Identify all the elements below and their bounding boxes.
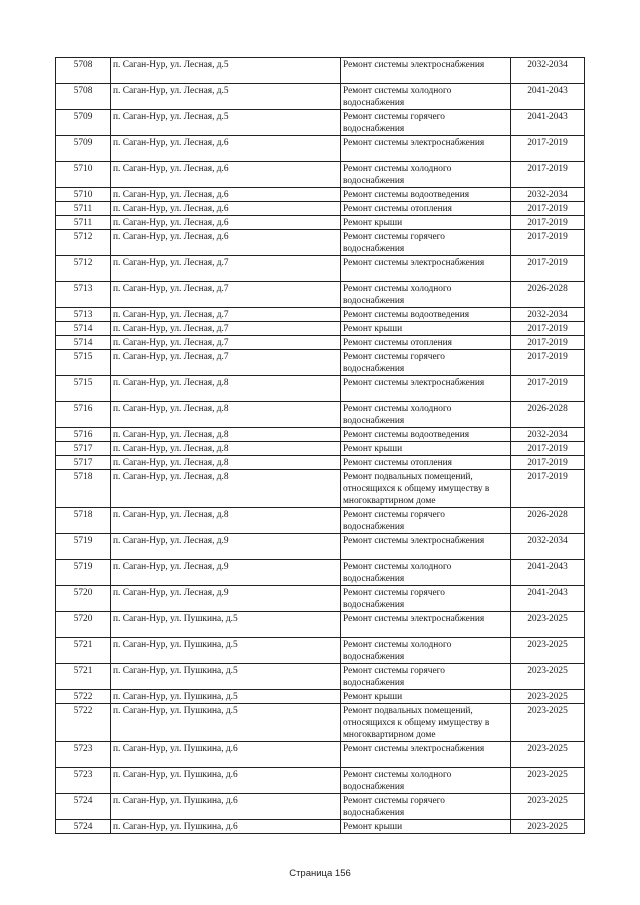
row-address: п. Саган-Нур, ул. Лесная, д.9 <box>111 586 341 612</box>
row-years: 2026-2028 <box>511 508 585 534</box>
page-number: Страница 156 <box>289 868 351 879</box>
row-work-type: Ремонт системы водоотведения <box>341 308 511 322</box>
table-row <box>56 794 585 820</box>
row-years: 2017-2019 <box>511 136 585 162</box>
row-number: 5720 <box>56 586 111 612</box>
row-years: 2017-2019 <box>511 322 585 336</box>
row-work-type: Ремонт системы холодного водоснабжения <box>341 84 511 110</box>
row-years: 2026-2028 <box>511 282 585 308</box>
table-row <box>56 84 585 110</box>
row-work-type: Ремонт системы холодного водоснабжения <box>341 638 511 664</box>
row-years: 2023-2025 <box>511 664 585 690</box>
row-number: 5721 <box>56 664 111 690</box>
row-work-type: Ремонт системы электроснабжения <box>341 612 511 638</box>
row-years: 2017-2019 <box>511 470 585 508</box>
row-work-type: Ремонт подвальных помещений, относящихся к общему имуществу в многоквартирном доме <box>341 470 511 508</box>
row-number: 5716 <box>56 402 111 428</box>
table-row <box>56 336 585 350</box>
row-address: п. Саган-Нур, ул. Лесная, д.6 <box>111 202 341 216</box>
table-row <box>56 230 585 256</box>
table-row <box>56 690 585 704</box>
row-address: п. Саган-Нур, ул. Лесная, д.5 <box>111 84 341 110</box>
row-address: п. Саган-Нур, ул. Лесная, д.6 <box>111 188 341 202</box>
row-work-type: Ремонт системы электроснабжения <box>341 742 511 768</box>
row-number: 5714 <box>56 322 111 336</box>
table-row <box>56 402 585 428</box>
row-number: 5718 <box>56 470 111 508</box>
row-address: п. Саган-Нур, ул. Пушкина, д.6 <box>111 768 341 794</box>
row-years: 2032-2034 <box>511 308 585 322</box>
row-number: 5720 <box>56 612 111 638</box>
row-years: 2032-2034 <box>511 428 585 442</box>
row-address: п. Саган-Нур, ул. Лесная, д.8 <box>111 470 341 508</box>
table-row <box>56 376 585 402</box>
row-work-type: Ремонт крыши <box>341 820 511 834</box>
row-years: 2041-2043 <box>511 84 585 110</box>
row-number: 5715 <box>56 350 111 376</box>
row-years: 2032-2034 <box>511 188 585 202</box>
row-years: 2017-2019 <box>511 336 585 350</box>
row-work-type: Ремонт системы холодного водоснабжения <box>341 560 511 586</box>
table-row <box>56 704 585 742</box>
row-work-type: Ремонт системы горячего водоснабжения <box>341 110 511 136</box>
row-number: 5709 <box>56 136 111 162</box>
row-years: 2017-2019 <box>511 376 585 402</box>
table-row <box>56 202 585 216</box>
row-address: п. Саган-Нур, ул. Лесная, д.9 <box>111 534 341 560</box>
row-address: п. Саган-Нур, ул. Лесная, д.7 <box>111 336 341 350</box>
row-number: 5721 <box>56 638 111 664</box>
row-work-type: Ремонт системы горячего водоснабжения <box>341 794 511 820</box>
row-number: 5712 <box>56 256 111 282</box>
row-years: 2017-2019 <box>511 230 585 256</box>
table-row <box>56 586 585 612</box>
row-work-type: Ремонт системы отопления <box>341 202 511 216</box>
row-years: 2023-2025 <box>511 820 585 834</box>
row-work-type: Ремонт системы холодного водоснабжения <box>341 162 511 188</box>
table-row <box>56 58 585 84</box>
row-work-type: Ремонт крыши <box>341 322 511 336</box>
row-work-type: Ремонт системы холодного водоснабжения <box>341 402 511 428</box>
table-row <box>56 664 585 690</box>
row-number: 5715 <box>56 376 111 402</box>
row-address: п. Саган-Нур, ул. Лесная, д.8 <box>111 508 341 534</box>
row-number: 5723 <box>56 768 111 794</box>
table-row <box>56 560 585 586</box>
row-work-type: Ремонт системы электроснабжения <box>341 376 511 402</box>
row-number: 5712 <box>56 230 111 256</box>
row-work-type: Ремонт системы горячего водоснабжения <box>341 508 511 534</box>
row-number: 5710 <box>56 162 111 188</box>
row-number: 5714 <box>56 336 111 350</box>
row-address: п. Саган-Нур, ул. Пушкина, д.5 <box>111 664 341 690</box>
row-work-type: Ремонт системы электроснабжения <box>341 256 511 282</box>
table-row <box>56 470 585 508</box>
table-row <box>56 820 585 834</box>
row-number: 5710 <box>56 188 111 202</box>
row-address: п. Саган-Нур, ул. Лесная, д.7 <box>111 308 341 322</box>
row-address: п. Саган-Нур, ул. Пушкина, д.5 <box>111 704 341 742</box>
row-address: п. Саган-Нур, ул. Лесная, д.6 <box>111 230 341 256</box>
row-address: п. Саган-Нур, ул. Пушкина, д.5 <box>111 612 341 638</box>
row-work-type: Ремонт подвальных помещений, относящихся к общему имуществу в многоквартирном доме <box>341 704 511 742</box>
row-address: п. Саган-Нур, ул. Лесная, д.6 <box>111 136 341 162</box>
row-number: 5708 <box>56 58 111 84</box>
row-years: 2023-2025 <box>511 704 585 742</box>
table-row <box>56 256 585 282</box>
row-years: 2017-2019 <box>511 216 585 230</box>
row-years: 2026-2028 <box>511 402 585 428</box>
row-number: 5713 <box>56 282 111 308</box>
row-work-type: Ремонт системы электроснабжения <box>341 58 511 84</box>
row-years: 2023-2025 <box>511 638 585 664</box>
row-address: п. Саган-Нур, ул. Лесная, д.5 <box>111 58 341 84</box>
table-row <box>56 612 585 638</box>
row-number: 5719 <box>56 534 111 560</box>
row-number: 5722 <box>56 690 111 704</box>
row-work-type: Ремонт системы горячего водоснабжения <box>341 664 511 690</box>
row-years: 2017-2019 <box>511 442 585 456</box>
row-address: п. Саган-Нур, ул. Пушкина, д.6 <box>111 820 341 834</box>
table-row <box>56 742 585 768</box>
row-work-type: Ремонт крыши <box>341 216 511 230</box>
row-work-type: Ремонт системы отопления <box>341 336 511 350</box>
table-row <box>56 350 585 376</box>
row-number: 5722 <box>56 704 111 742</box>
row-address: п. Саган-Нур, ул. Лесная, д.7 <box>111 322 341 336</box>
table-row <box>56 216 585 230</box>
row-number: 5711 <box>56 216 111 230</box>
row-work-type: Ремонт системы горячего водоснабжения <box>341 350 511 376</box>
table-row <box>56 442 585 456</box>
row-years: 2017-2019 <box>511 256 585 282</box>
row-address: п. Саган-Нур, ул. Пушкина, д.6 <box>111 742 341 768</box>
row-number: 5709 <box>56 110 111 136</box>
row-address: п. Саган-Нур, ул. Лесная, д.6 <box>111 216 341 230</box>
row-work-type: Ремонт системы водоотведения <box>341 188 511 202</box>
row-years: 2023-2025 <box>511 690 585 704</box>
table-row <box>56 308 585 322</box>
row-years: 2032-2034 <box>511 58 585 84</box>
row-address: п. Саган-Нур, ул. Лесная, д.7 <box>111 256 341 282</box>
table-row <box>56 188 585 202</box>
table-row <box>56 428 585 442</box>
row-address: п. Саган-Нур, ул. Лесная, д.8 <box>111 402 341 428</box>
row-work-type: Ремонт системы холодного водоснабжения <box>341 768 511 794</box>
row-years: 2017-2019 <box>511 350 585 376</box>
row-number: 5718 <box>56 508 111 534</box>
table-row <box>56 456 585 470</box>
row-address: п. Саган-Нур, ул. Лесная, д.8 <box>111 376 341 402</box>
row-address: п. Саган-Нур, ул. Лесная, д.8 <box>111 428 341 442</box>
row-work-type: Ремонт системы горячего водоснабжения <box>341 230 511 256</box>
row-address: п. Саган-Нур, ул. Пушкина, д.5 <box>111 638 341 664</box>
table-row <box>56 768 585 794</box>
repair-schedule-table <box>55 57 585 834</box>
table-row <box>56 282 585 308</box>
row-address: п. Саган-Нур, ул. Лесная, д.7 <box>111 282 341 308</box>
row-number: 5719 <box>56 560 111 586</box>
row-years: 2023-2025 <box>511 768 585 794</box>
row-work-type: Ремонт системы электроснабжения <box>341 136 511 162</box>
row-work-type: Ремонт крыши <box>341 690 511 704</box>
row-years: 2041-2043 <box>511 560 585 586</box>
row-number: 5717 <box>56 456 111 470</box>
row-address: п. Саган-Нур, ул. Пушкина, д.5 <box>111 690 341 704</box>
row-address: п. Саган-Нур, ул. Лесная, д.5 <box>111 110 341 136</box>
row-number: 5713 <box>56 308 111 322</box>
row-number: 5717 <box>56 442 111 456</box>
table-row <box>56 638 585 664</box>
row-address: п. Саган-Нур, ул. Лесная, д.6 <box>111 162 341 188</box>
row-address: п. Саган-Нур, ул. Лесная, д.9 <box>111 560 341 586</box>
row-number: 5716 <box>56 428 111 442</box>
table-row <box>56 534 585 560</box>
table-row <box>56 136 585 162</box>
row-number: 5724 <box>56 794 111 820</box>
row-address: п. Саган-Нур, ул. Пушкина, д.6 <box>111 794 341 820</box>
row-number: 5708 <box>56 84 111 110</box>
row-work-type: Ремонт системы отопления <box>341 456 511 470</box>
row-number: 5723 <box>56 742 111 768</box>
table-row <box>56 110 585 136</box>
row-years: 2041-2043 <box>511 586 585 612</box>
row-years: 2023-2025 <box>511 742 585 768</box>
row-number: 5711 <box>56 202 111 216</box>
table-row <box>56 322 585 336</box>
row-work-type: Ремонт крыши <box>341 442 511 456</box>
row-years: 2023-2025 <box>511 612 585 638</box>
row-years: 2017-2019 <box>511 202 585 216</box>
row-work-type: Ремонт системы водоотведения <box>341 428 511 442</box>
row-years: 2023-2025 <box>511 794 585 820</box>
row-work-type: Ремонт системы холодного водоснабжения <box>341 282 511 308</box>
row-years: 2032-2034 <box>511 534 585 560</box>
row-number: 5724 <box>56 820 111 834</box>
table-row <box>56 508 585 534</box>
row-years: 2017-2019 <box>511 162 585 188</box>
row-address: п. Саган-Нур, ул. Лесная, д.8 <box>111 442 341 456</box>
row-work-type: Ремонт системы горячего водоснабжения <box>341 586 511 612</box>
row-address: п. Саган-Нур, ул. Лесная, д.7 <box>111 350 341 376</box>
row-work-type: Ремонт системы электроснабжения <box>341 534 511 560</box>
row-years: 2041-2043 <box>511 110 585 136</box>
row-address: п. Саган-Нур, ул. Лесная, д.8 <box>111 456 341 470</box>
table-row <box>56 162 585 188</box>
row-years: 2017-2019 <box>511 456 585 470</box>
